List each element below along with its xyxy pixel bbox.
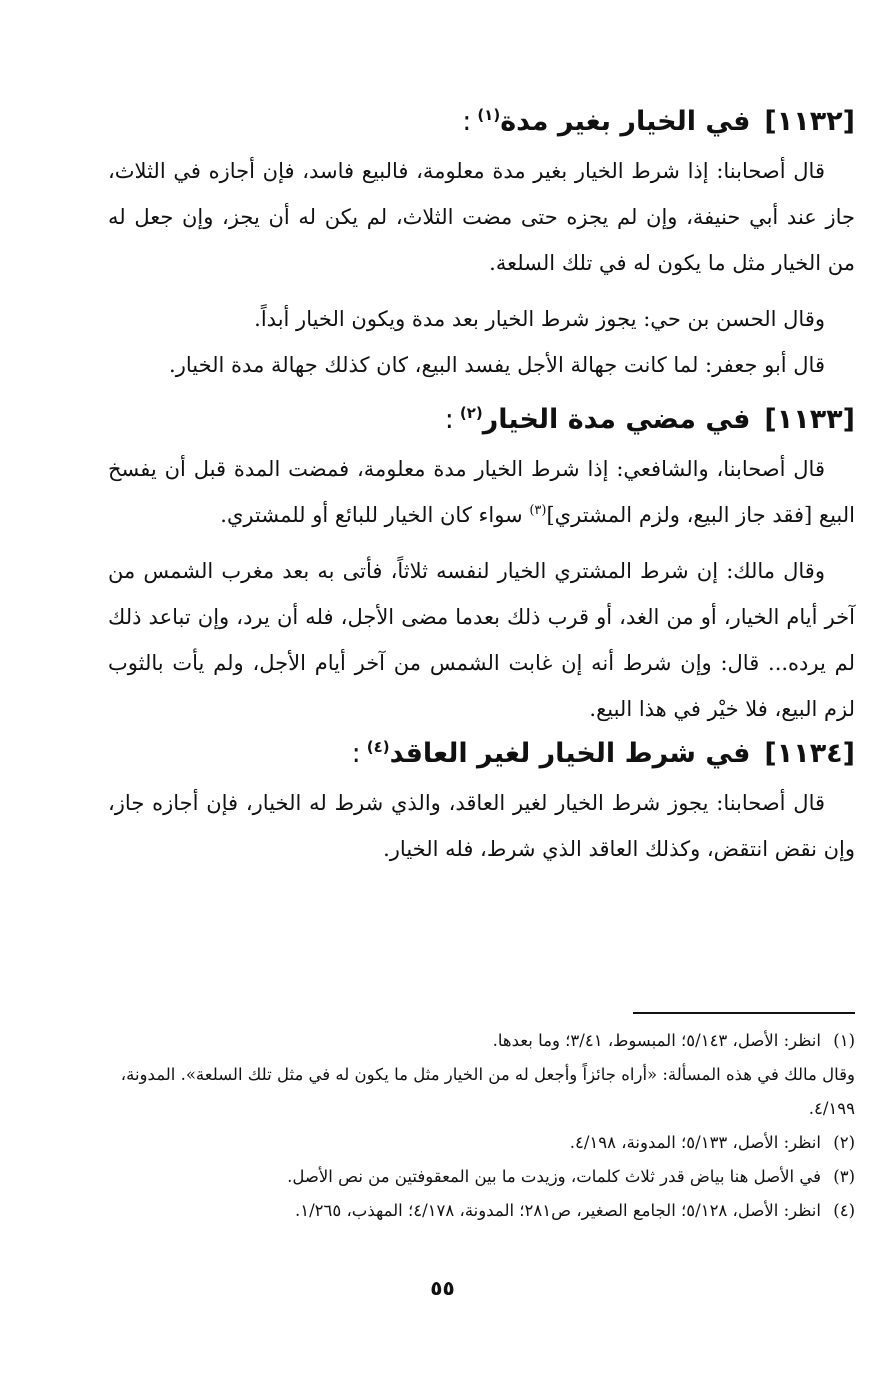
footnote-item	[108, 1058, 855, 1126]
heading-colon: :	[444, 404, 454, 435]
section-title: في مضي مدة الخيار	[482, 404, 751, 435]
footnote-ref[interactable]: (٤)	[366, 738, 390, 756]
footnote-text: وقال مالك في هذه المسألة: «أراه جائزاً وأجعل له من الخيار مثل ما يكون له في مثل تلك السلعة». المدونة، ٤/١٩٩.	[120, 1065, 855, 1118]
footnote-ref[interactable]: (٣)	[529, 503, 547, 518]
paragraph: قال أصحابنا: يجوز شرط الخيار لغير العاقد، والذي شرط له الخيار، فإن أجازه جاز، وإن نقض انتقض، وكذلك العاقد الذي شرط، فله الخيار.	[108, 791, 855, 861]
footnotes	[108, 1012, 855, 1228]
footnote-item	[108, 1194, 855, 1228]
footnote-text: انظر: الأصل، ٥/١٣٣؛ المدونة، ٤/١٩٨.	[569, 1133, 821, 1152]
paragraph: وقال مالك: إن شرط المشتري الخيار لنفسه ثلاثاً، فأتى به بعد مغرب الشمس من آخر أيام الخيار، أو من الغد، أو قرب ذلك بعدما مضى الأجل، فله أن يرد، وإن تباعد ذلك لم يرده... قال: وإن شرط أنه إن غابت الشمس من آخر أيام الأجل، ولم يأت بالثوب لزم البيع، فلا خيْر في هذا البيع.	[108, 559, 855, 721]
section-title: في شرط الخيار لغير العاقد	[389, 738, 751, 769]
page-number: ٥٥	[430, 1276, 455, 1300]
footnote-number: (٤)	[833, 1201, 855, 1220]
section-number: [١١٣٢]	[764, 106, 855, 137]
footnote-number: (٢)	[833, 1133, 855, 1152]
footnote-text: انظر: الأصل، ٥/١٢٨؛ الجامع الصغير، ص٢٨١؛ المدونة، ٤/١٧٨؛ المهذب، ١/٢٦٥.	[294, 1201, 821, 1220]
heading-colon: :	[351, 738, 361, 769]
footnote-ref[interactable]: (١)	[477, 106, 501, 124]
section-heading-1133	[108, 398, 855, 442]
section-number: [١١٣٤]	[764, 738, 855, 769]
section-heading-1134	[108, 732, 855, 776]
paragraph: قال أبو جعفر: لما كانت جهالة الأجل يفسد البيع، كان كذلك جهالة مدة الخيار.	[169, 353, 825, 377]
footnote-item	[108, 1024, 855, 1058]
section-number: [١١٣٣]	[764, 404, 855, 435]
footnote-ref[interactable]: (٢)	[459, 404, 483, 422]
footnote-item	[108, 1126, 855, 1160]
heading-colon: :	[462, 106, 472, 137]
paragraph-text: قال أصحابنا، والشافعي: إذا شرط الخيار مدة معلومة، فمضت المدة قبل أن يفسخ البيع [فقد جاز البيع، ولزم المشتري]	[108, 457, 855, 527]
paragraph: وقال الحسن بن حي: يجوز شرط الخيار بعد مدة ويكون الخيار أبداً.	[254, 307, 825, 331]
section-title: في الخيار بغير مدة	[500, 106, 751, 137]
paragraph	[108, 446, 855, 538]
footnote-number: (٣)	[833, 1167, 855, 1186]
footnote-item	[108, 1160, 855, 1194]
paragraph-text: سواء كان الخيار للبائع أو للمشتري.	[220, 503, 530, 527]
footnote-text: في الأصل هنا بياض قدر ثلاث كلمات، وزيدت ما بين المعقوفتين من نص الأصل.	[287, 1167, 821, 1186]
footnote-divider	[633, 1012, 855, 1014]
footnote-text: انظر: الأصل، ٥/١٤٣؛ المبسوط، ٣/٤١؛ وما بعدها.	[492, 1031, 821, 1050]
footnote-number: (١)	[833, 1031, 855, 1050]
paragraph: قال أصحابنا: إذا شرط الخيار بغير مدة معلومة، فالبيع فاسد، فإن أجازه في الثلاث، جاز عند أبي حنيفة، وإن لم يجزه حتى مضت الثلاث، لم يكن له أن يجز، وإن جعل له من الخيار مثل ما يكون له في تلك السلعة.	[108, 159, 855, 275]
section-heading-1132	[108, 100, 855, 144]
